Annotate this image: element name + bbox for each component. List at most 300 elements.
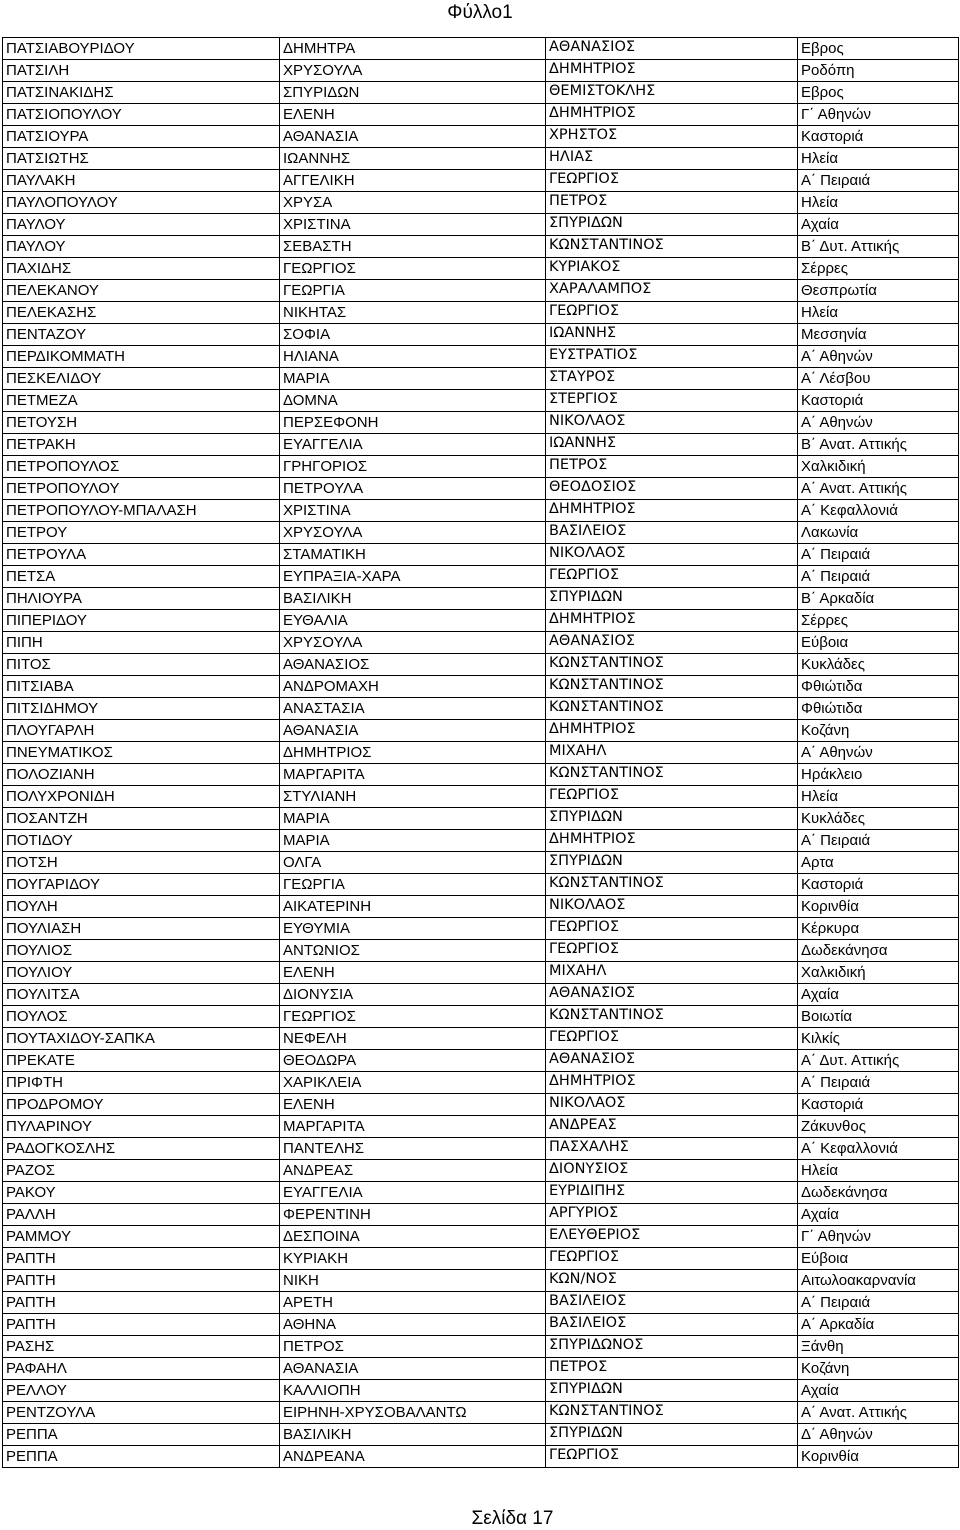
first-name-cell: ΧΡΙΣΤΙΝΑ bbox=[280, 500, 546, 522]
first-name-cell: ΣΤΑΜΑΤΙΚΗ bbox=[280, 544, 546, 566]
father-name-cell: ΓΕΩΡΓΙΟΣ bbox=[546, 170, 798, 192]
table-row bbox=[3, 82, 959, 104]
surname-cell: ΠΕΝΤΑΖΟΥ bbox=[3, 324, 280, 346]
first-name-cell: ΣΤΥΛΙΑΝΗ bbox=[280, 786, 546, 808]
surname-cell: ΠΡΕΚΑΤΕ bbox=[3, 1050, 280, 1072]
father-name-cell: ΚΩΝΣΤΑΝΤΙΝΟΣ bbox=[546, 1402, 798, 1424]
surname-cell: ΠΑΥΛΟΥ bbox=[3, 236, 280, 258]
father-name-cell: ΚΩΝΣΤΑΝΤΙΝΟΣ bbox=[546, 676, 798, 698]
father-name-cell: ΕΥΣΤΡΑΤΙΟΣ bbox=[546, 346, 798, 368]
surname-cell: ΡΑΣΗΣ bbox=[3, 1336, 280, 1358]
surname-cell: ΡΕΝΤΖΟΥΛΑ bbox=[3, 1402, 280, 1424]
father-name-cell: ΔΗΜΗΤΡΙΟΣ bbox=[546, 610, 798, 632]
surname-cell: ΠΙΠΕΡΙΔΟΥ bbox=[3, 610, 280, 632]
region-cell: Α΄ Αρκαδία bbox=[798, 1314, 959, 1336]
region-cell: Καστοριά bbox=[798, 126, 959, 148]
surname-cell: ΠΕΤΡΑΚΗ bbox=[3, 434, 280, 456]
region-cell: Κορινθία bbox=[798, 1446, 959, 1468]
region-cell: Εύβοια bbox=[798, 1248, 959, 1270]
table-row bbox=[3, 1424, 959, 1446]
table-row bbox=[3, 896, 959, 918]
table-row bbox=[3, 170, 959, 192]
region-cell: Α΄ Πειραιά bbox=[798, 1292, 959, 1314]
father-name-cell: ΙΩΑΝΝΗΣ bbox=[546, 434, 798, 456]
father-name-cell: ΚΩΝΣΤΑΝΤΙΝΟΣ bbox=[546, 764, 798, 786]
first-name-cell: ΔΙΟΝΥΣΙΑ bbox=[280, 984, 546, 1006]
table-row bbox=[3, 852, 959, 874]
father-name-cell: ΒΑΣΙΛΕΙΟΣ bbox=[546, 1292, 798, 1314]
table-row bbox=[3, 1226, 959, 1248]
region-cell: Α΄ Ανατ. Αττικής bbox=[798, 1402, 959, 1424]
father-name-cell: ΓΕΩΡΓΙΟΣ bbox=[546, 940, 798, 962]
surname-cell: ΡΑΜΜΟΥ bbox=[3, 1226, 280, 1248]
first-name-cell: ΠΕΤΡΟΣ bbox=[280, 1336, 546, 1358]
first-name-cell: ΠΑΝΤΕΛΗΣ bbox=[280, 1138, 546, 1160]
first-name-cell: ΟΛΓΑ bbox=[280, 852, 546, 874]
region-cell: Βοιωτία bbox=[798, 1006, 959, 1028]
first-name-cell: ΑΝΔΡΕΑΝΑ bbox=[280, 1446, 546, 1468]
region-cell: Α΄ Πειραιά bbox=[798, 170, 959, 192]
region-cell: Αχαία bbox=[798, 1380, 959, 1402]
region-cell: Χαλκιδική bbox=[798, 456, 959, 478]
region-cell: Δωδεκάνησα bbox=[798, 940, 959, 962]
surname-cell: ΠΙΤΟΣ bbox=[3, 654, 280, 676]
father-name-cell: ΣΤΕΡΓΙΟΣ bbox=[546, 390, 798, 412]
table-row bbox=[3, 786, 959, 808]
first-name-cell: ΠΕΤΡΟΥΛΑ bbox=[280, 478, 546, 500]
table-row bbox=[3, 566, 959, 588]
region-cell: Σέρρες bbox=[798, 610, 959, 632]
first-name-cell: ΕΙΡΗΝΗ-ΧΡΥΣΟΒΑΛΑΝΤΩ bbox=[280, 1402, 546, 1424]
surname-cell: ΠΕΤΡΟΥ bbox=[3, 522, 280, 544]
surname-cell: ΠΕΤΡΟΠΟΥΛΟΣ bbox=[3, 456, 280, 478]
surname-cell: ΠΕΣΚΕΛΙΔΟΥ bbox=[3, 368, 280, 390]
father-name-cell: ΝΙΚΟΛΑΟΣ bbox=[546, 1094, 798, 1116]
region-cell: Α΄ Δυτ. Αττικής bbox=[798, 1050, 959, 1072]
surname-cell: ΠΑΤΣΙΛΗ bbox=[3, 60, 280, 82]
father-name-cell: ΓΕΩΡΓΙΟΣ bbox=[546, 1446, 798, 1468]
surname-cell: ΠΟΥΛΗ bbox=[3, 896, 280, 918]
region-cell: Δωδεκάνησα bbox=[798, 1182, 959, 1204]
surname-cell: ΡΑΠΤΗ bbox=[3, 1270, 280, 1292]
region-cell: Λακωνία bbox=[798, 522, 959, 544]
surname-cell: ΠΕΤΡΟΥΛΑ bbox=[3, 544, 280, 566]
region-cell: Ηλεία bbox=[798, 192, 959, 214]
first-name-cell: ΠΕΡΣΕΦΟΝΗ bbox=[280, 412, 546, 434]
surname-cell: ΠΑΥΛΑΚΗ bbox=[3, 170, 280, 192]
surname-cell: ΠΟΥΛΟΣ bbox=[3, 1006, 280, 1028]
surname-cell: ΠΟΥΛΙΟΣ bbox=[3, 940, 280, 962]
surname-cell: ΠΟΥΓΑΡΙΔΟΥ bbox=[3, 874, 280, 896]
first-name-cell: ΓΕΩΡΓΙΟΣ bbox=[280, 1006, 546, 1028]
first-name-cell: ΕΥΘΑΛΙΑ bbox=[280, 610, 546, 632]
father-name-cell: ΔΙΟΝΥΣΙΟΣ bbox=[546, 1160, 798, 1182]
region-cell: Αχαία bbox=[798, 214, 959, 236]
father-name-cell: ΝΙΚΟΛΑΟΣ bbox=[546, 896, 798, 918]
first-name-cell: ΑΘΑΝΑΣΙΟΣ bbox=[280, 654, 546, 676]
father-name-cell: ΠΑΣΧΑΛΗΣ bbox=[546, 1138, 798, 1160]
surname-cell: ΡΑΚΟΥ bbox=[3, 1182, 280, 1204]
region-cell: Εβρος bbox=[798, 82, 959, 104]
first-name-cell: ΗΛΙΑΝΑ bbox=[280, 346, 546, 368]
table-row bbox=[3, 1182, 959, 1204]
first-name-cell: ΣΟΦΙΑ bbox=[280, 324, 546, 346]
father-name-cell: ΙΩΑΝΝΗΣ bbox=[546, 324, 798, 346]
first-name-cell: ΒΑΣΙΛΙΚΗ bbox=[280, 588, 546, 610]
first-name-cell: ΓΕΩΡΓΙΟΣ bbox=[280, 258, 546, 280]
region-cell: Σέρρες bbox=[798, 258, 959, 280]
region-cell: Ηλεία bbox=[798, 1160, 959, 1182]
first-name-cell: ΕΛΕΝΗ bbox=[280, 104, 546, 126]
first-name-cell: ΣΕΒΑΣΤΗ bbox=[280, 236, 546, 258]
surname-cell: ΡΑΦΑΗΛ bbox=[3, 1358, 280, 1380]
region-cell: Κιλκίς bbox=[798, 1028, 959, 1050]
surname-cell: ΡΕΛΛΟΥ bbox=[3, 1380, 280, 1402]
region-cell: Α΄ Λέσβου bbox=[798, 368, 959, 390]
father-name-cell: ΠΕΤΡΟΣ bbox=[546, 192, 798, 214]
surname-cell: ΠΕΛΕΚΑΝΟΥ bbox=[3, 280, 280, 302]
region-cell: Ηλεία bbox=[798, 302, 959, 324]
surname-cell: ΡΕΠΠΑ bbox=[3, 1446, 280, 1468]
table-row bbox=[3, 390, 959, 412]
surname-cell: ΠΑΥΛΟΠΟΥΛΟΥ bbox=[3, 192, 280, 214]
region-cell: Α΄ Αθηνών bbox=[798, 346, 959, 368]
surname-cell: ΠΑΤΣΙΩΤΗΣ bbox=[3, 148, 280, 170]
father-name-cell: ΔΗΜΗΤΡΙΟΣ bbox=[546, 830, 798, 852]
region-cell: Α΄ Αθηνών bbox=[798, 412, 959, 434]
surname-cell: ΠΕΛΕΚΑΣΗΣ bbox=[3, 302, 280, 324]
first-name-cell: ΔΗΜΗΤΡΙΟΣ bbox=[280, 742, 546, 764]
table-row bbox=[3, 654, 959, 676]
father-name-cell: ΓΕΩΡΓΙΟΣ bbox=[546, 1248, 798, 1270]
first-name-cell: ΧΡΙΣΤΙΝΑ bbox=[280, 214, 546, 236]
father-name-cell: ΚΥΡΙΑΚΟΣ bbox=[546, 258, 798, 280]
father-name-cell: ΚΩΝΣΤΑΝΤΙΝΟΣ bbox=[546, 698, 798, 720]
first-name-cell: ΑΘΑΝΑΣΙΑ bbox=[280, 126, 546, 148]
table-row bbox=[3, 742, 959, 764]
first-name-cell: ΔΗΜΗΤΡΑ bbox=[280, 38, 546, 60]
first-name-cell: ΑΝΔΡΟΜΑΧΗ bbox=[280, 676, 546, 698]
surname-cell: ΠΟΛΟΖΙΑΝΗ bbox=[3, 764, 280, 786]
father-name-cell: ΝΙΚΟΛΑΟΣ bbox=[546, 412, 798, 434]
table-row bbox=[3, 1094, 959, 1116]
surname-cell: ΠΛΟΥΓΑΡΛΗ bbox=[3, 720, 280, 742]
data-table bbox=[2, 37, 959, 1468]
table-row bbox=[3, 148, 959, 170]
surname-cell: ΠΑΤΣΙΟΥΡΑ bbox=[3, 126, 280, 148]
region-cell: Κέρκυρα bbox=[798, 918, 959, 940]
surname-cell: ΠΕΤΡΟΠΟΥΛΟΥ bbox=[3, 478, 280, 500]
first-name-cell: ΑΙΚΑΤΕΡΙΝΗ bbox=[280, 896, 546, 918]
table-row bbox=[3, 1380, 959, 1402]
surname-cell: ΠΑΥΛΟΥ bbox=[3, 214, 280, 236]
father-name-cell: ΘΕΜΙΣΤΟΚΛΗΣ bbox=[546, 82, 798, 104]
region-cell: Κοζάνη bbox=[798, 720, 959, 742]
first-name-cell: ΕΥΘΥΜΙΑ bbox=[280, 918, 546, 940]
surname-cell: ΠΡΟΔΡΟΜΟΥ bbox=[3, 1094, 280, 1116]
region-cell: Κορινθία bbox=[798, 896, 959, 918]
region-cell: Δ΄ Αθηνών bbox=[798, 1424, 959, 1446]
first-name-cell: ΧΡΥΣΟΥΛΑ bbox=[280, 60, 546, 82]
region-cell: Αιτωλοακαρνανία bbox=[798, 1270, 959, 1292]
father-name-cell: ΓΕΩΡΓΙΟΣ bbox=[546, 918, 798, 940]
surname-cell: ΠΑΤΣΙΑΒΟΥΡΙΔΟΥ bbox=[3, 38, 280, 60]
surname-cell: ΠΟΣΑΝΤΖΗ bbox=[3, 808, 280, 830]
father-name-cell: ΑΘΑΝΑΣΙΟΣ bbox=[546, 38, 798, 60]
father-name-cell: ΚΩΝ/ΝΟΣ bbox=[546, 1270, 798, 1292]
region-cell: Β΄ Ανατ. Αττικής bbox=[798, 434, 959, 456]
father-name-cell: ΔΗΜΗΤΡΙΟΣ bbox=[546, 720, 798, 742]
surname-cell: ΠΑΧΙΔΗΣ bbox=[3, 258, 280, 280]
table-row bbox=[3, 940, 959, 962]
father-name-cell: ΣΠΥΡΙΔΩΝ bbox=[546, 852, 798, 874]
table-row bbox=[3, 324, 959, 346]
first-name-cell: ΑΘΑΝΑΣΙΑ bbox=[280, 720, 546, 742]
surname-cell: ΠΕΡΔΙΚΟΜΜΑΤΗ bbox=[3, 346, 280, 368]
region-cell: Α΄ Κεφαλλονιά bbox=[798, 500, 959, 522]
table-row bbox=[3, 236, 959, 258]
table-row bbox=[3, 720, 959, 742]
father-name-cell: ΣΠΥΡΙΔΩΝ bbox=[546, 1380, 798, 1402]
father-name-cell: ΧΑΡΑΛΑΜΠΟΣ bbox=[546, 280, 798, 302]
father-name-cell: ΒΑΣΙΛΕΙΟΣ bbox=[546, 1314, 798, 1336]
father-name-cell: ΕΛΕΥΘΕΡΙΟΣ bbox=[546, 1226, 798, 1248]
first-name-cell: ΚΥΡΙΑΚΗ bbox=[280, 1248, 546, 1270]
table-row bbox=[3, 1292, 959, 1314]
father-name-cell: ΠΕΤΡΟΣ bbox=[546, 456, 798, 478]
region-cell: Φθιώτιδα bbox=[798, 698, 959, 720]
table-row bbox=[3, 1204, 959, 1226]
first-name-cell: ΧΡΥΣΟΥΛΑ bbox=[280, 632, 546, 654]
table-row bbox=[3, 1402, 959, 1424]
surname-cell: ΠΟΥΛΙΑΣΗ bbox=[3, 918, 280, 940]
table-row bbox=[3, 1336, 959, 1358]
surname-cell: ΠΑΤΣΙΟΠΟΥΛΟΥ bbox=[3, 104, 280, 126]
father-name-cell: ΗΛΙΑΣ bbox=[546, 148, 798, 170]
table-body bbox=[3, 38, 959, 1468]
table-row bbox=[3, 1248, 959, 1270]
region-cell: Α΄ Κεφαλλονιά bbox=[798, 1138, 959, 1160]
first-name-cell: ΧΡΥΣΑ bbox=[280, 192, 546, 214]
first-name-cell: ΑΝΔΡΕΑΣ bbox=[280, 1160, 546, 1182]
table-row bbox=[3, 368, 959, 390]
region-cell: Καστοριά bbox=[798, 874, 959, 896]
father-name-cell: ΜΙΧΑΗΛ bbox=[546, 742, 798, 764]
surname-cell: ΠΟΤΣΗ bbox=[3, 852, 280, 874]
table-row bbox=[3, 258, 959, 280]
table-row bbox=[3, 478, 959, 500]
surname-cell: ΠΙΤΣΙΔΗΜΟΥ bbox=[3, 698, 280, 720]
region-cell: Ζάκυνθος bbox=[798, 1116, 959, 1138]
region-cell: Α΄ Πειραιά bbox=[798, 830, 959, 852]
first-name-cell: ΜΑΡΙΑ bbox=[280, 830, 546, 852]
region-cell: Κυκλάδες bbox=[798, 808, 959, 830]
surname-cell: ΠΙΠΗ bbox=[3, 632, 280, 654]
region-cell: Ροδόπη bbox=[798, 60, 959, 82]
father-name-cell: ΣΠΥΡΙΔΩΝ bbox=[546, 808, 798, 830]
first-name-cell: ΔΕΣΠΟΙΝΑ bbox=[280, 1226, 546, 1248]
table-row bbox=[3, 918, 959, 940]
table-row bbox=[3, 1072, 959, 1094]
table-row bbox=[3, 962, 959, 984]
table-row bbox=[3, 676, 959, 698]
region-cell: Β΄ Δυτ. Αττικής bbox=[798, 236, 959, 258]
region-cell: Α΄ Αθηνών bbox=[798, 742, 959, 764]
region-cell: Εβρος bbox=[798, 38, 959, 60]
first-name-cell: ΑΝΑΣΤΑΣΙΑ bbox=[280, 698, 546, 720]
region-cell: Ηράκλειο bbox=[798, 764, 959, 786]
table-row bbox=[3, 280, 959, 302]
surname-cell: ΠΟΥΛΙΟΥ bbox=[3, 962, 280, 984]
sheet-title: Φύλλο1 bbox=[447, 2, 513, 23]
surname-cell: ΠΝΕΥΜΑΤΙΚΟΣ bbox=[3, 742, 280, 764]
region-cell: Αχαία bbox=[798, 1204, 959, 1226]
region-cell: Γ΄ Αθηνών bbox=[798, 104, 959, 126]
surname-cell: ΠΟΥΛΙΤΣΑ bbox=[3, 984, 280, 1006]
father-name-cell: ΘΕΟΔΟΣΙΟΣ bbox=[546, 478, 798, 500]
region-cell: Καστοριά bbox=[798, 390, 959, 412]
table-row bbox=[3, 544, 959, 566]
first-name-cell: ΑΡΕΤΗ bbox=[280, 1292, 546, 1314]
table-row bbox=[3, 500, 959, 522]
surname-cell: ΠΥΛΑΡΙΝΟΥ bbox=[3, 1116, 280, 1138]
table-row bbox=[3, 1050, 959, 1072]
region-cell: Ηλεία bbox=[798, 148, 959, 170]
first-name-cell: ΘΕΟΔΩΡΑ bbox=[280, 1050, 546, 1072]
table-row bbox=[3, 192, 959, 214]
region-cell: Εύβοια bbox=[798, 632, 959, 654]
father-name-cell: ΚΩΝΣΤΑΝΤΙΝΟΣ bbox=[546, 874, 798, 896]
surname-cell: ΡΕΠΠΑ bbox=[3, 1424, 280, 1446]
surname-cell: ΠΙΤΣΙΑΒΑ bbox=[3, 676, 280, 698]
table-row bbox=[3, 874, 959, 896]
region-cell: Φθιώτιδα bbox=[798, 676, 959, 698]
table-row bbox=[3, 610, 959, 632]
table-row bbox=[3, 412, 959, 434]
page-footer: Σελίδα 17 bbox=[471, 1508, 554, 1529]
table-row bbox=[3, 1006, 959, 1028]
first-name-cell: ΝΕΦΕΛΗ bbox=[280, 1028, 546, 1050]
table-row bbox=[3, 1160, 959, 1182]
first-name-cell: ΒΑΣΙΛΙΚΗ bbox=[280, 1424, 546, 1446]
father-name-cell: ΚΩΝΣΤΑΝΤΙΝΟΣ bbox=[546, 1006, 798, 1028]
first-name-cell: ΝΙΚΗΤΑΣ bbox=[280, 302, 546, 324]
first-name-cell: ΓΕΩΡΓΙΑ bbox=[280, 280, 546, 302]
first-name-cell: ΜΑΡΙΑ bbox=[280, 808, 546, 830]
father-name-cell: ΑΡΓΥΡΙΟΣ bbox=[546, 1204, 798, 1226]
table-row bbox=[3, 346, 959, 368]
table-row bbox=[3, 522, 959, 544]
table-row bbox=[3, 38, 959, 60]
region-cell: Α΄ Πειραιά bbox=[798, 566, 959, 588]
first-name-cell: ΙΩΑΝΝΗΣ bbox=[280, 148, 546, 170]
father-name-cell: ΣΠΥΡΙΔΩΝ bbox=[546, 214, 798, 236]
father-name-cell: ΑΝΔΡΕΑΣ bbox=[546, 1116, 798, 1138]
first-name-cell: ΜΑΡΙΑ bbox=[280, 368, 546, 390]
table-row bbox=[3, 456, 959, 478]
table-row bbox=[3, 808, 959, 830]
region-cell: Α΄ Πειραιά bbox=[798, 1072, 959, 1094]
first-name-cell: ΚΑΛΛΙΟΠΗ bbox=[280, 1380, 546, 1402]
surname-cell: ΡΑΠΤΗ bbox=[3, 1314, 280, 1336]
father-name-cell: ΧΡΗΣΤΟΣ bbox=[546, 126, 798, 148]
first-name-cell: ΦΕΡΕΝΤΙΝΗ bbox=[280, 1204, 546, 1226]
table-row bbox=[3, 126, 959, 148]
surname-cell: ΠΟΥΤΑΧΙΔΟΥ-ΣΑΠΚΑ bbox=[3, 1028, 280, 1050]
father-name-cell: ΓΕΩΡΓΙΟΣ bbox=[546, 1028, 798, 1050]
father-name-cell: ΓΕΩΡΓΙΟΣ bbox=[546, 566, 798, 588]
table-row bbox=[3, 698, 959, 720]
table-row bbox=[3, 1116, 959, 1138]
first-name-cell: ΕΛΕΝΗ bbox=[280, 962, 546, 984]
father-name-cell: ΔΗΜΗΤΡΙΟΣ bbox=[546, 1072, 798, 1094]
table-row bbox=[3, 1358, 959, 1380]
table-row bbox=[3, 632, 959, 654]
table-row bbox=[3, 104, 959, 126]
region-cell: Θεσπρωτία bbox=[798, 280, 959, 302]
surname-cell: ΡΑΠΤΗ bbox=[3, 1292, 280, 1314]
first-name-cell: ΕΛΕΝΗ bbox=[280, 1094, 546, 1116]
father-name-cell: ΓΕΩΡΓΙΟΣ bbox=[546, 786, 798, 808]
table-row bbox=[3, 214, 959, 236]
surname-cell: ΠΕΤΜΕΖΑ bbox=[3, 390, 280, 412]
table-row bbox=[3, 830, 959, 852]
region-cell: Μεσσηνία bbox=[798, 324, 959, 346]
region-cell: Ξάνθη bbox=[798, 1336, 959, 1358]
region-cell: Γ΄ Αθηνών bbox=[798, 1226, 959, 1248]
surname-cell: ΠΕΤΣΑ bbox=[3, 566, 280, 588]
first-name-cell: ΜΑΡΓΑΡΙΤΑ bbox=[280, 764, 546, 786]
first-name-cell: ΓΡΗΓΟΡΙΟΣ bbox=[280, 456, 546, 478]
surname-cell: ΠΕΤΡΟΠΟΥΛΟΥ-ΜΠΑΛΑΣΗ bbox=[3, 500, 280, 522]
region-cell: Αρτα bbox=[798, 852, 959, 874]
father-name-cell: ΠΕΤΡΟΣ bbox=[546, 1358, 798, 1380]
table-row bbox=[3, 434, 959, 456]
first-name-cell: ΕΥΑΓΓΕΛΙΑ bbox=[280, 434, 546, 456]
first-name-cell: ΕΥΑΓΓΕΛΙΑ bbox=[280, 1182, 546, 1204]
father-name-cell: ΔΗΜΗΤΡΙΟΣ bbox=[546, 104, 798, 126]
first-name-cell: ΔΟΜΝΑ bbox=[280, 390, 546, 412]
surname-cell: ΠΕΤΟΥΣΗ bbox=[3, 412, 280, 434]
region-cell: Χαλκιδική bbox=[798, 962, 959, 984]
father-name-cell: ΕΥΡΙΔΙΠΗΣ bbox=[546, 1182, 798, 1204]
father-name-cell: ΜΙΧΑΗΛ bbox=[546, 962, 798, 984]
table-row bbox=[3, 1270, 959, 1292]
region-cell: Καστοριά bbox=[798, 1094, 959, 1116]
first-name-cell: ΓΕΩΡΓΙΑ bbox=[280, 874, 546, 896]
first-name-cell: ΧΡΥΣΟΥΛΑ bbox=[280, 522, 546, 544]
region-cell: Α΄ Πειραιά bbox=[798, 544, 959, 566]
surname-cell: ΡΑΔΟΓΚΟΣΛΗΣ bbox=[3, 1138, 280, 1160]
region-cell: Αχαία bbox=[798, 984, 959, 1006]
father-name-cell: ΚΩΝΣΤΑΝΤΙΝΟΣ bbox=[546, 236, 798, 258]
region-cell: Α΄ Ανατ. Αττικής bbox=[798, 478, 959, 500]
table-row bbox=[3, 1314, 959, 1336]
first-name-cell: ΣΠΥΡΙΔΩΝ bbox=[280, 82, 546, 104]
father-name-cell: ΣΠΥΡΙΔΩΝ bbox=[546, 1424, 798, 1446]
surname-cell: ΡΑΠΤΗ bbox=[3, 1248, 280, 1270]
first-name-cell: ΕΥΠΡΑΞΙΑ-ΧΑΡΑ bbox=[280, 566, 546, 588]
table-row bbox=[3, 764, 959, 786]
surname-cell: ΠΑΤΣΙΝΑΚΙΔΗΣ bbox=[3, 82, 280, 104]
father-name-cell: ΑΘΑΝΑΣΙΟΣ bbox=[546, 1050, 798, 1072]
surname-cell: ΡΑΛΛΗ bbox=[3, 1204, 280, 1226]
region-cell: Κοζάνη bbox=[798, 1358, 959, 1380]
table-row bbox=[3, 1028, 959, 1050]
father-name-cell: ΣΠΥΡΙΔΩΝΟΣ bbox=[546, 1336, 798, 1358]
father-name-cell: ΑΘΑΝΑΣΙΟΣ bbox=[546, 632, 798, 654]
first-name-cell: ΑΘΑΝΑΣΙΑ bbox=[280, 1358, 546, 1380]
